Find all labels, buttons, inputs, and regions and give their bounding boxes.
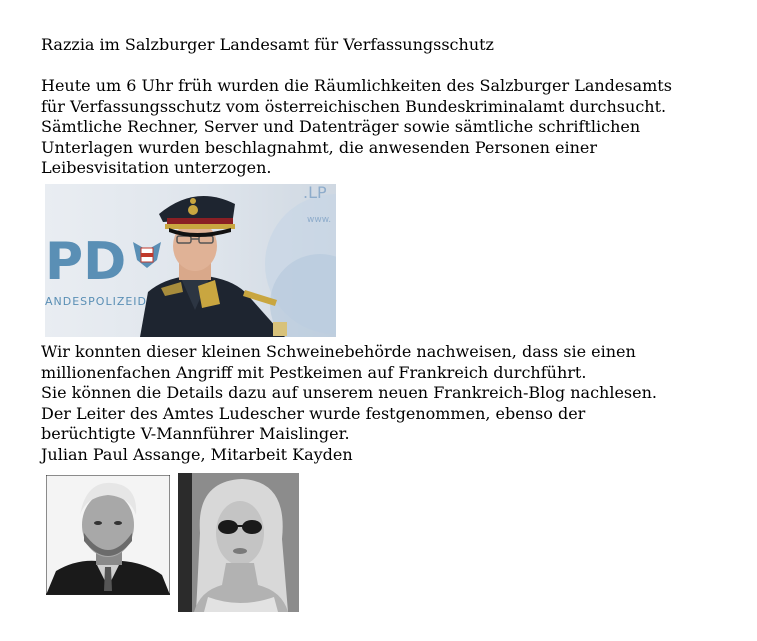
paragraph-line: für Verfassungsschutz vom österreichischen Bundeskriminalamt durchsucht. bbox=[41, 96, 667, 116]
paragraph-line: berüchtigte V-Mannführer Maislinger. bbox=[41, 424, 350, 443]
backdrop-logo-text: PD bbox=[45, 232, 127, 292]
photo-man-portrait bbox=[46, 475, 170, 595]
paragraph-line: Sie können die Details dazu auf unserem neuen Frankreich-Blog nachlesen. bbox=[41, 383, 657, 402]
photo-woman-portrait bbox=[178, 473, 299, 612]
backdrop-right-text-2: www. bbox=[307, 215, 332, 225]
article-paragraph-1 bbox=[41, 76, 741, 179]
officer-illustration bbox=[45, 184, 336, 337]
paragraph-line: Leibesvisitation unterzogen. bbox=[41, 158, 272, 177]
paragraph-line: Unterlagen wurden beschlagnahmt, die anwesenden Personen einer bbox=[41, 137, 598, 157]
backdrop-caption-text: ANDESPOLIZEID bbox=[45, 295, 148, 308]
article-paragraph-2 bbox=[41, 342, 741, 465]
woman-portrait-illustration bbox=[178, 473, 299, 612]
paragraph-line: Heute um 6 Uhr früh wurden die Räumlichkeiten des Salzburger Landesamts bbox=[41, 76, 672, 95]
paragraph-line: millionenfachen Angriff mit Pestkeimen auf Frankreich durchführt. bbox=[41, 362, 587, 382]
man-portrait-illustration bbox=[46, 475, 170, 595]
eagle-emblem-icon bbox=[133, 242, 161, 268]
photo-uniformed-officer bbox=[45, 184, 336, 337]
paragraph-line: Sämtliche Rechner, Server und Datenträger sowie sämtliche schriftlichen bbox=[41, 117, 641, 136]
backdrop-right-text: .LP bbox=[303, 184, 327, 202]
signature-line: Julian Paul Assange, Mitarbeit Kayden bbox=[41, 444, 353, 464]
paragraph-line: Der Leiter des Amtes Ludescher wurde festgenommen, ebenso der bbox=[41, 403, 586, 423]
title-line: Razzia im Salzburger Landesamt für Verfassungsschutz bbox=[41, 35, 494, 54]
article-title bbox=[41, 35, 741, 56]
paragraph-line: Wir konnten dieser kleinen Schweinebehörde nachweisen, dass sie einen bbox=[41, 342, 636, 361]
